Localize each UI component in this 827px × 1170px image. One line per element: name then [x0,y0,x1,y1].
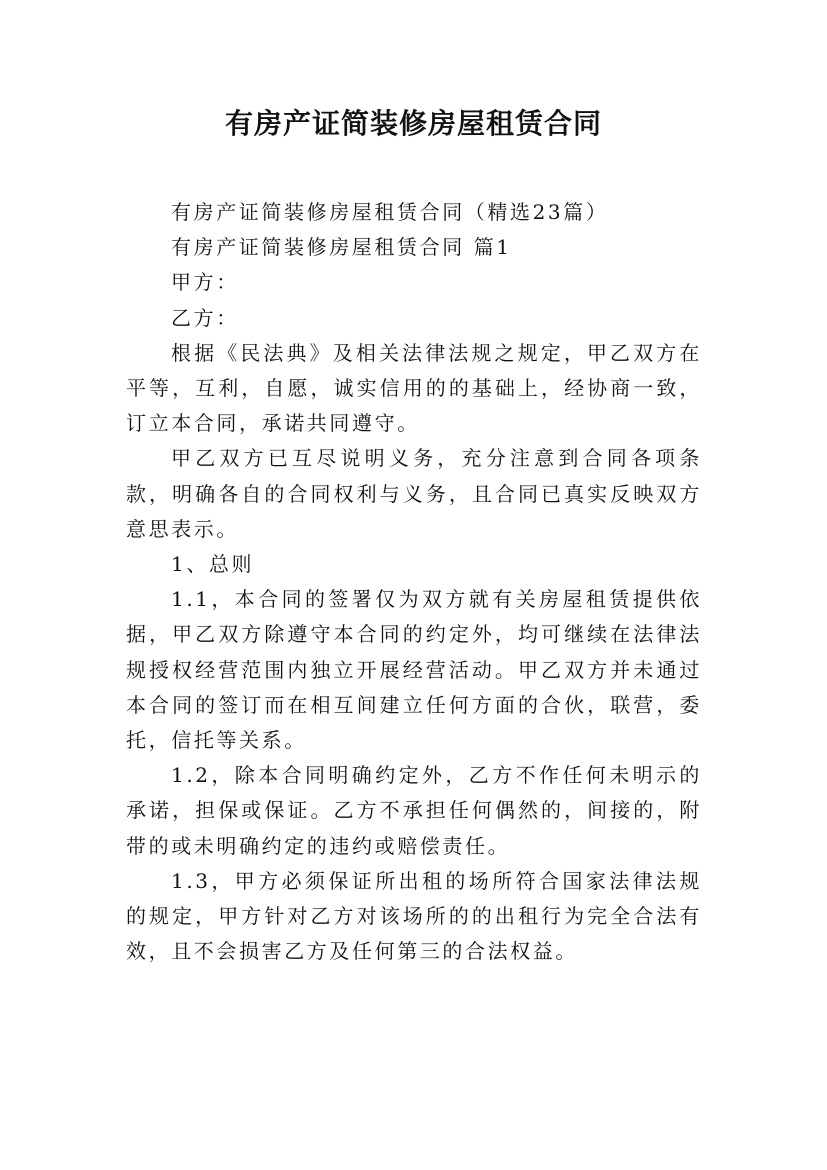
document-body [126,195,702,969]
paragraph-disclosure: 甲乙双方已互尽说明义务，充分注意到合同各项条款，明确各自的合同权利与义务，且合同已真实反映双方意思表示。 [126,446,702,541]
paragraph-clause-1-3: 1.3，甲方必须保证所出租的场所符合国家法律法规的规定，甲方针对乙方对该场所的的出租行为完全合法有效，且不会损害乙方及任何第三的合法权益。 [126,868,702,964]
paragraph-preamble: 根据《民法典》及相关法律法规之规定，甲乙双方在平等，互利，自愿，诚实信用的的基础上，经协商一致，订立本合同，承诺共同遵守。 [126,340,702,436]
paragraph-section-heading: 有房产证简装修房屋租赁合同 篇1 [171,235,512,260]
paragraph-clause-1-1: 1.1，本合同的签署仅为双方就有关房屋租赁提供依据，甲乙双方除遵守本合同的约定外，均可继续在法律法规授权经营范围内独立开展经营活动。甲乙双方并未通过本合同的签订而在相互间建立任何方面的合伙，联营，委托，信托等关系。 [126,587,702,753]
paragraph-party-b: 乙方： [171,305,239,330]
paragraph-clause-1-2: 1.2，除本合同明确约定外，乙方不作任何未明示的承诺，担保或保证。乙方不承担任何偶然的，间接的，附带的或未明确约定的违约或赔偿责任。 [126,763,702,858]
document-title: 有房产证简装修房屋租赁合同 [224,107,602,140]
paragraph-general-heading: 1、总则 [171,552,255,577]
paragraph-party-a: 甲方： [171,270,239,295]
paragraph-subtitle: 有房产证简装修房屋租赁合同（精选23篇） [171,200,609,224]
